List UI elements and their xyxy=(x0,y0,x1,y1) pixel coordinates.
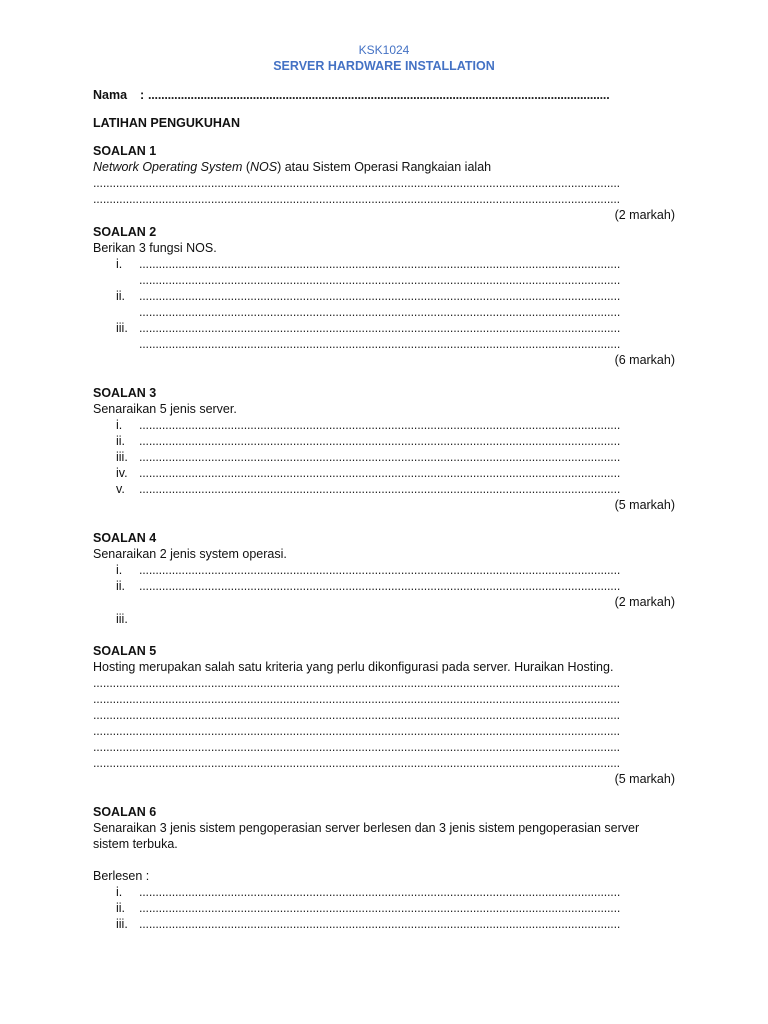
q1-question xyxy=(93,159,675,175)
q3-item-3-number: iii. xyxy=(116,450,128,464)
q4-item-2-number: ii. xyxy=(116,579,126,593)
q1-text-italic-1: Network Operating System xyxy=(93,160,243,174)
q1-text-italic-2: NOS xyxy=(250,160,278,174)
q2-item-1-answer-line[interactable]: ................................................................................................................................................... xyxy=(139,257,621,271)
q2-item-3-answer-line[interactable]: ................................................................................................................................................... xyxy=(139,321,621,335)
name-answer-line[interactable]: ............................................................................................................................................. xyxy=(148,88,610,102)
q3-item-1-number: i. xyxy=(116,418,123,432)
q3-item-5-answer-line[interactable]: ................................................................................................................................................... xyxy=(139,482,621,496)
q3-title: SOALAN 3 xyxy=(93,386,157,400)
q2-marks: (6 markah) xyxy=(614,353,675,367)
q1-text-paren: ( xyxy=(242,160,250,174)
q5-answer-line-1[interactable]: ................................................................................................................................................................. xyxy=(93,676,620,690)
q5-answer-line-3[interactable]: ................................................................................................................................................................. xyxy=(93,708,620,722)
section-title: LATIHAN PENGUKUHAN xyxy=(93,116,240,130)
q5-answer-line-2[interactable]: ................................................................................................................................................................. xyxy=(93,692,620,706)
q4-item-1-answer-line[interactable]: ................................................................................................................................................... xyxy=(139,563,621,577)
q3-item-3 xyxy=(93,449,675,465)
q3-question: Senaraikan 5 jenis server. xyxy=(93,402,237,416)
q3-item-4-answer-line[interactable]: ................................................................................................................................................... xyxy=(139,466,621,480)
q6-question-line-2: sistem terbuka. xyxy=(93,837,178,851)
q6-sub-label-berlesen: Berlesen : xyxy=(93,869,150,883)
q3-item-2-number: ii. xyxy=(116,434,126,448)
q3-item-2 xyxy=(93,433,675,449)
q5-marks: (5 markah) xyxy=(614,772,675,786)
q2-item-3-number: iii. xyxy=(116,321,128,335)
course-code: KSK1024 xyxy=(358,43,410,57)
q2-item-1-number: i. xyxy=(116,257,123,271)
q6-item-3-answer-line[interactable]: ................................................................................................................................................... xyxy=(139,917,621,931)
q2-item-2-answer-line-2[interactable]: ................................................................................................................................................... xyxy=(139,305,621,319)
q6-item-3-number: iii. xyxy=(116,917,128,931)
q1-answer-line-2[interactable]: ................................................................................................................................................................. xyxy=(93,192,620,206)
q4-item-1-number: i. xyxy=(116,563,123,577)
q4-item-2 xyxy=(93,578,675,594)
q5-answer-line-6[interactable]: ................................................................................................................................................................. xyxy=(93,756,620,770)
q4-item-3-number: iii. xyxy=(116,612,128,626)
q2-item-3-answer-line-2[interactable]: ................................................................................................................................................... xyxy=(139,337,621,351)
document-title: SERVER HARDWARE INSTALLATION xyxy=(273,59,495,73)
q3-item-5-number: v. xyxy=(116,482,125,496)
q1-text-rest: ) atau Sistem Operasi Rangkaian ialah xyxy=(277,160,492,174)
q4-marks: (2 markah) xyxy=(614,595,675,609)
q4-item-2-answer-line[interactable]: ................................................................................................................................................... xyxy=(139,579,621,593)
q2-item-1-answer-line-2[interactable]: ................................................................................................................................................... xyxy=(139,273,621,287)
document-header xyxy=(93,42,675,75)
q6-item-1-answer-line[interactable]: ................................................................................................................................................... xyxy=(139,885,621,899)
q3-item-2-answer-line[interactable]: ................................................................................................................................................... xyxy=(139,434,621,448)
q3-item-1 xyxy=(93,417,675,433)
q6-item-2-number: ii. xyxy=(116,901,126,915)
q2-item-2-number: ii. xyxy=(116,289,126,303)
q1-title: SOALAN 1 xyxy=(93,144,157,158)
q2-item-2 xyxy=(93,288,675,304)
q4-question: Senaraikan 2 jenis system operasi. xyxy=(93,547,287,561)
q5-question: Hosting merupakan salah satu kriteria yang perlu dikonfigurasi pada server. Huraikan Hosting. xyxy=(93,660,614,674)
q2-item-3 xyxy=(93,320,675,336)
q5-answer-line-4[interactable]: ................................................................................................................................................................. xyxy=(93,724,620,738)
q4-item-1 xyxy=(93,562,675,578)
q3-item-5 xyxy=(93,481,675,497)
name-field[interactable] xyxy=(93,87,675,103)
name-colon: : xyxy=(140,88,145,102)
q2-title: SOALAN 2 xyxy=(93,225,157,239)
q5-answer-line-5[interactable]: ................................................................................................................................................................. xyxy=(93,740,620,754)
q2-item-3-continuation xyxy=(93,336,675,352)
q6-item-3 xyxy=(93,916,675,932)
q2-item-2-answer-line[interactable]: ................................................................................................................................................... xyxy=(139,289,621,303)
q3-item-3-answer-line[interactable]: ................................................................................................................................................... xyxy=(139,450,621,464)
q1-marks: (2 markah) xyxy=(614,208,675,222)
q5-title: SOALAN 5 xyxy=(93,644,157,658)
q6-item-2 xyxy=(93,900,675,916)
q2-question: Berikan 3 fungsi NOS. xyxy=(93,241,217,255)
q4-item-3 xyxy=(93,611,675,627)
q2-item-2-continuation xyxy=(93,304,675,320)
q1-answer-line-1[interactable]: ................................................................................................................................................................. xyxy=(93,176,620,190)
worksheet-page xyxy=(93,42,675,932)
q6-item-2-answer-line[interactable]: ................................................................................................................................................... xyxy=(139,901,621,915)
q2-item-1-continuation xyxy=(93,272,675,288)
q6-item-1-number: i. xyxy=(116,885,123,899)
q2-item-1 xyxy=(93,256,675,272)
q3-item-4 xyxy=(93,465,675,481)
q6-title: SOALAN 6 xyxy=(93,805,157,819)
name-label: Nama xyxy=(93,88,128,102)
q3-marks: (5 markah) xyxy=(614,498,675,512)
q3-item-1-answer-line[interactable]: ................................................................................................................................................... xyxy=(139,418,621,432)
q3-item-4-number: iv. xyxy=(116,466,128,480)
q4-title: SOALAN 4 xyxy=(93,531,157,545)
q6-question-line-1: Senaraikan 3 jenis sistem pengoperasian server berlesen dan 3 jenis sistem pengoperasian server xyxy=(93,821,640,835)
q6-item-1 xyxy=(93,884,675,900)
